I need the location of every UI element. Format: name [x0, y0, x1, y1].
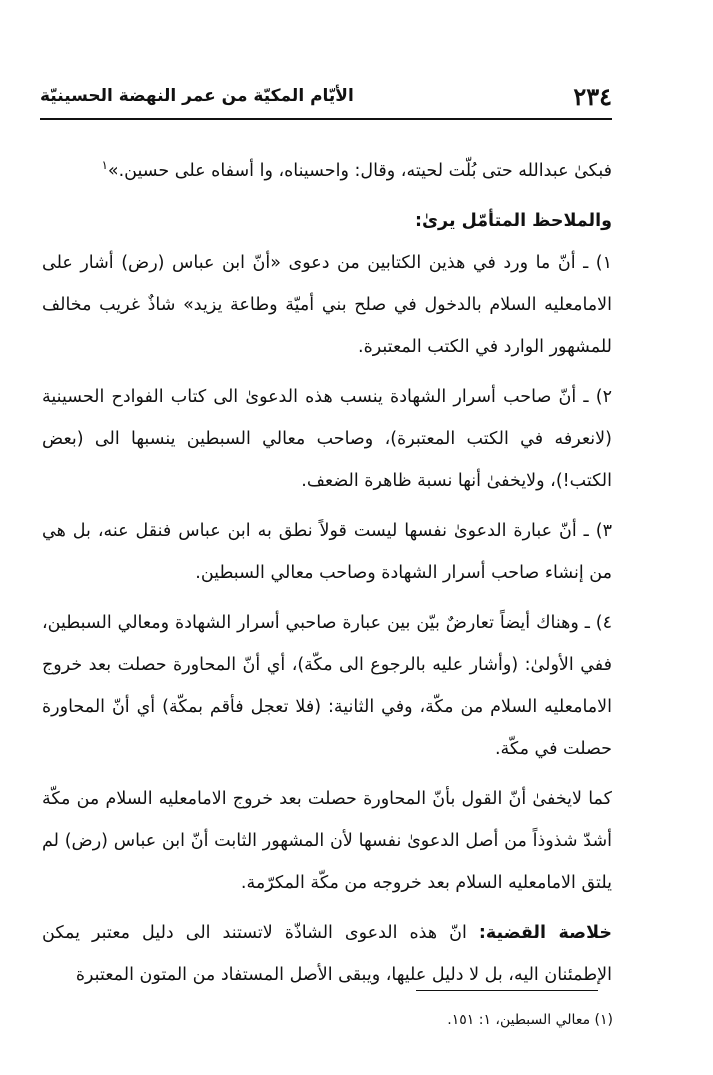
page-number: ٢٣٤: [573, 82, 612, 111]
paragraph: ٤) ـ وهناك أيضاً تعارضٌ بيّن بين عبارة صاحبي أسرار الشهادة ومعالي السبطين، ففي الأولىٰ: (وأشار عليه بالرجوع الى مكّة)، أي أنّ المحاورة حصلت بعد خروج الامامعليه السلام من مكّة، وفي الثانية: (فلا تعجل فأقم بمكّة) أي أنّ المحاورة حصلت في مكّة.: [42, 613, 612, 759]
section-heading: والملاحظ المتأمّل يرىٰ:: [415, 211, 612, 231]
page-header: [40, 78, 612, 120]
paragraph: ١) ـ أنّ ما ورد في هذين الكتابين من دعوى «أنّ ابن عباس (رض) أشار على الامامعليه السلام بالدخول في صلح بني أميّة وطاعة يزيد» شاذٌ غريب مخالف للمشهور الوارد في الكتب المعتبرة.: [42, 253, 612, 357]
footnote-reference: ١: [101, 158, 108, 173]
body-text: [42, 150, 612, 996]
paragraph: [42, 150, 612, 192]
summary-text: انّ هذه الدعوى الشاذّة لاتستند الى دليل معتبر يمكن الإطمئنان اليه، بل لا دليل عليها، ويبقى الأصل المستفاد من المتون المعتبرة: [42, 923, 612, 985]
running-title: الأيّام المكيّة من عمر النهضة الحسينيّة: [40, 86, 354, 106]
summary-label: خلاصة القضية:: [478, 923, 612, 943]
footnote: (١) معالي السبطين، ١: ١٥١.: [447, 1012, 613, 1028]
paragraph: [42, 912, 612, 996]
paragraph: ٢) ـ أنّ صاحب أسرار الشهادة ينسب هذه الدعوىٰ الى كتاب الفوادح الحسينية (لانعرفه في الكتب المعتبرة)، وصاحب معالي السبطين ينسبها الى (بعض الكتب!)، ولايخفىٰ أنها نسبة ظاهرة الضعف.: [42, 387, 612, 491]
paragraph: ٣) ـ أنّ عبارة الدعوىٰ نفسها ليست قولاً نطق به ابن عباس فنقل عنه، بل هي من إنشاء صاحب أسرار الشهادة وصاحب معالي السبطين.: [42, 521, 612, 583]
paragraph: كما لايخفىٰ أنّ القول بأنّ المحاورة حصلت بعد خروج الامامعليه السلام من مكّة أشدّ شذوذاً من أصل الدعوىٰ نفسها لأن المشهور الثابت أنّ ابن عباس (رض) لم يلتق الامامعليه السلام بعد خروجه من مكّة المكرّمة.: [42, 789, 612, 893]
footnote-divider: [416, 990, 598, 991]
quote-closing: فبكىٰ عبدالله حتى بُلّت لحيته، وقال: واحسيناه، وا أسفاه على حسين.»: [107, 161, 612, 181]
